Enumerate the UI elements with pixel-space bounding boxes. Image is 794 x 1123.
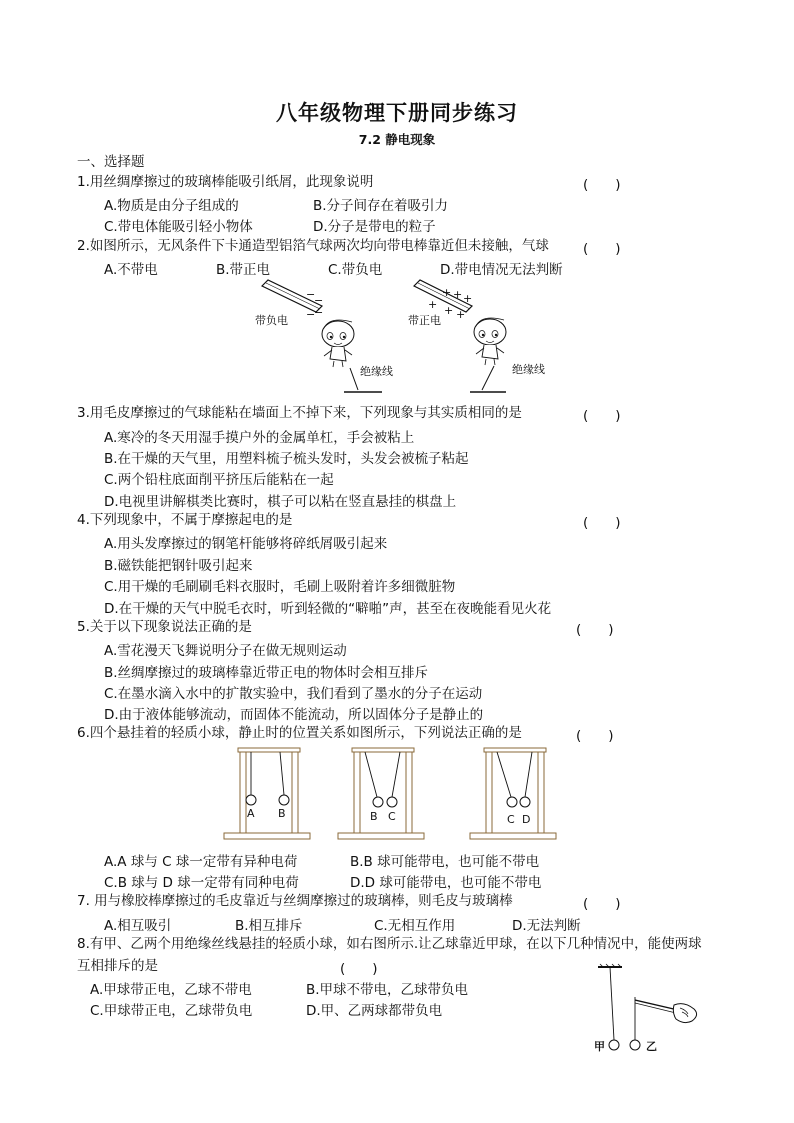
q4-option-b: B.磁铁能把钢针吸引起来 (104, 558, 253, 574)
plus-sign: + (453, 288, 463, 301)
q5-option-b: B.丝绸摩擦过的玻璃棒靠近带正电的物体时会相互排斥 (104, 665, 429, 681)
plus-sign: + (442, 286, 452, 299)
ball-label-c: C (388, 810, 396, 823)
minus-sign: − (314, 294, 324, 307)
q1-option-a: A.物质是由分子组成的 (104, 198, 239, 214)
question-6-stem: 6.四个悬挂着的轻质小球，静止时的位置关系如图所示，下列说法正确的是 (77, 725, 522, 741)
plus-sign: + (428, 298, 438, 311)
q7-option-c: C.无相互作用 (374, 918, 456, 934)
q3-option-d: D.电视里讲解棋类比赛时，棋子可以粘在竖直悬挂的棋盘上 (104, 494, 457, 510)
q7-option-b: B.相互排斥 (235, 918, 303, 934)
q8-option-c: C.甲球带正电，乙球带负电 (90, 1003, 253, 1019)
insulator-label-right: 绝缘线 (512, 363, 545, 376)
q6-option-c: C.B 球与 D 球一定带有同种电荷 (104, 875, 299, 891)
q4-option-a: A.用头发摩擦过的钢笔杆能够将碎纸屑吸引起来 (104, 536, 388, 552)
q8-option-a: A.甲球带正电，乙球不带电 (90, 982, 252, 998)
ball-label-a: A (247, 807, 255, 820)
balloon-right (474, 318, 506, 365)
positive-label: 带正电 (408, 314, 441, 327)
question-5-stem: 5.关于以下现象说法正确的是 (77, 619, 252, 635)
q5-option-d: D.由于液体能够流动，而固体不能流动，所以固体分子是静止的 (104, 707, 484, 723)
q5-option-a: A.雪花漫天飞舞说明分子在做无规则运动 (104, 643, 347, 659)
plus-sign: + (456, 308, 466, 321)
answer-blank-3[interactable]: ( ) (583, 408, 621, 424)
answer-blank-4[interactable]: ( ) (583, 515, 621, 531)
answer-blank-8[interactable]: ( ) (340, 961, 378, 977)
answer-blank-6[interactable]: ( ) (576, 728, 614, 744)
ball-label-c2: C (507, 813, 515, 826)
minus-sign: − (314, 306, 324, 319)
balloon-left (322, 320, 354, 367)
q8-option-d: D.甲、乙两球都带负电 (306, 1003, 443, 1019)
q3-option-a: A.寒冷的冬天用湿手摸户外的金属单杠，手会被粘上 (104, 430, 415, 446)
question-7-stem: 7. 用与橡胶棒摩擦过的毛皮靠近与丝绸摩擦过的玻璃棒，则毛皮与玻璃棒 (77, 893, 513, 909)
q2-option-b: B.带正电 (216, 262, 271, 278)
stand-bc (338, 748, 424, 839)
q3-option-c: C.两个铅柱底面削平挤压后能粘在一起 (104, 472, 334, 488)
question-8-stem: 8.有甲、乙两个用绝缘丝线悬挂的轻质小球，如右图所示.让乙球靠近甲球，在以下几种情况中，能使两球 (77, 936, 702, 952)
stand-ab (224, 748, 310, 839)
q3-option-b: B.在干燥的天气里，用塑料梳子梳头发时，头发会被梳子粘起 (104, 451, 469, 467)
minus-sign: − (306, 308, 316, 321)
label-yi: 乙 (646, 1040, 657, 1053)
question-3-stem: 3.用毛皮摩擦过的气球能粘在墙面上不掉下来，下列现象与其实质相同的是 (77, 405, 522, 421)
answer-blank-5[interactable]: ( ) (576, 622, 614, 638)
q2-option-d: D.带电情况无法判断 (440, 262, 563, 278)
q7-option-d: D.无法判断 (512, 918, 581, 934)
answer-blank-7[interactable]: ( ) (583, 896, 621, 912)
question-4-stem: 4.下列现象中，不属于摩擦起电的是 (77, 512, 293, 528)
q4-option-c: C.用干燥的毛刷刷毛料衣服时，毛刷上吸附着许多细微脏物 (104, 579, 456, 595)
section-heading: 一、选择题 (77, 154, 145, 170)
hanging-balls-figure (220, 745, 580, 845)
minus-sign: − (306, 288, 316, 301)
answer-blank-1[interactable]: ( ) (583, 177, 621, 193)
negative-label: 带负电 (255, 314, 288, 327)
question-8-stem-cont: 互相排斥的是 (77, 958, 158, 974)
label-jia: 甲 (594, 1040, 605, 1053)
q6-option-b: B.B 球可能带电，也可能不带电 (350, 854, 540, 870)
q6-option-a: A.A 球与 C 球一定带有异种电荷 (104, 854, 298, 870)
q1-option-b: B.分子间存在着吸引力 (313, 198, 449, 214)
q6-option-d: D.D 球可能带电，也可能不带电 (350, 875, 542, 891)
plus-sign: + (463, 292, 473, 305)
q5-option-c: C.在墨水滴入水中的扩散实验中，我们看到了墨水的分子在运动 (104, 686, 483, 702)
insulator-label-left: 绝缘线 (360, 365, 393, 378)
q8-option-b: B.甲球不带电，乙球带负电 (306, 982, 469, 998)
two-balls-figure (590, 962, 710, 1057)
page-title: 八年级物理下册同步练习 (276, 101, 518, 125)
q2-option-a: A.不带电 (104, 262, 158, 278)
ball-label-b2: B (370, 810, 378, 823)
question-2-stem: 2.如图所示，无风条件下卡通造型铝箔气球两次均向带电棒靠近但未接触，气球 (77, 238, 549, 254)
plus-sign: + (444, 304, 454, 317)
question-1-stem: 1.用丝绸摩擦过的玻璃棒能吸引纸屑，此现象说明 (77, 174, 374, 190)
q2-option-c: C.带负电 (328, 262, 383, 278)
ball-label-b: B (278, 807, 286, 820)
q4-option-d: D.在干燥的天气中脱毛衣时，听到轻微的“噼啪”声，甚至在夜晚能看见火花 (104, 601, 552, 617)
q1-option-d: D.分子是带电的粒子 (313, 219, 436, 235)
page-subtitle: 7.2 静电现象 (358, 132, 436, 147)
q7-option-a: A.相互吸引 (104, 918, 172, 934)
ball-label-d: D (522, 813, 531, 826)
balloon-figure (250, 276, 560, 398)
answer-blank-2[interactable]: ( ) (583, 241, 621, 257)
q1-option-c: C.带电体能吸引轻小物体 (104, 219, 253, 235)
